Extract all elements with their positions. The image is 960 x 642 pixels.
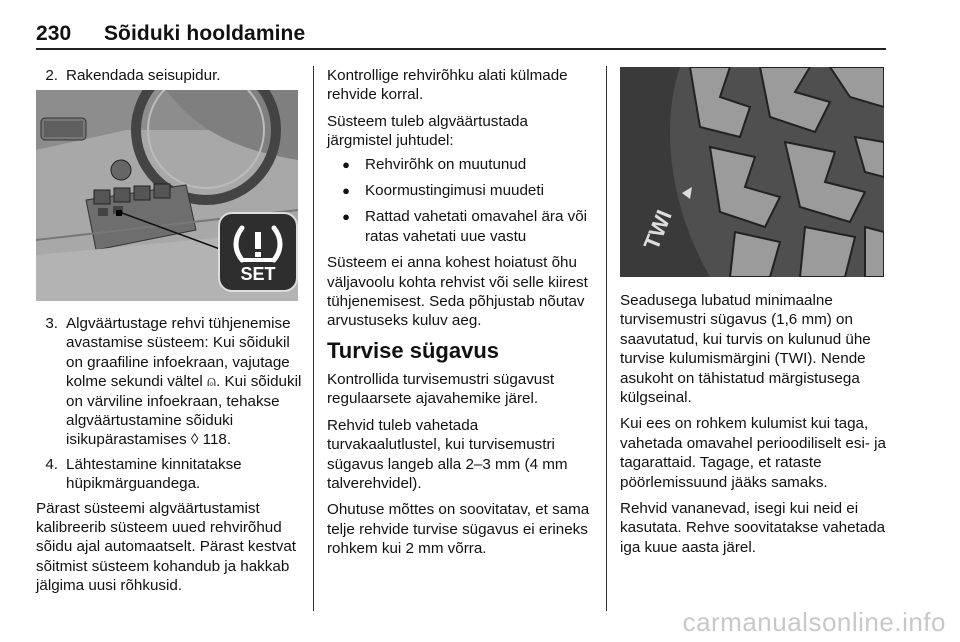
dashboard-illustration bbox=[36, 90, 298, 301]
section-heading: Turvise sügavus bbox=[327, 337, 499, 363]
column-divider-right bbox=[606, 66, 607, 611]
step-number: 2. bbox=[45, 67, 58, 84]
right-column bbox=[620, 291, 888, 564]
left-column-lower bbox=[36, 314, 302, 603]
paragraph-minimum-depth: Seadusega lubatud minimaalne turvisemustri sügavus (1,6 mm) on saavutatud, kui turvis on kulunud ühe turvise kulumismärgini (TWI). Nende asukoht on tähistatud märgistusega külgseinal. bbox=[620, 292, 871, 407]
paragraph-check-pressure: Kontrollige rehvirõhku alati külmade rehvide korral. bbox=[327, 67, 568, 104]
list-item-text: Rattad vahetati omavahel ära või ratas vahetati uue vastu bbox=[365, 208, 588, 245]
step-number: 4. bbox=[45, 455, 58, 473]
tire-pressure-warning-icon bbox=[220, 220, 296, 270]
middle-column bbox=[327, 66, 595, 566]
page-header bbox=[36, 22, 305, 46]
paragraph-calibration: Pärast süsteemi algväärtustamist kalibreerib süsteem uued rehvirõhud sõidu ajal automaatselt. Pärast kestvat sõitmist süsteem kohandub ja hakkab jälgima uusi rõhkusid. bbox=[36, 499, 297, 595]
list-item bbox=[327, 155, 595, 174]
set-label: SET bbox=[240, 264, 276, 284]
bullet-icon: ● bbox=[342, 156, 350, 172]
step-text: Lähtestamine kinnitatakse hüpikmärguandega. bbox=[66, 455, 242, 493]
list-item-text: Rehvirõhk on muutunud bbox=[365, 155, 527, 173]
paragraph-no-warning: Süsteem ei anna kohest hoiatust õhu väljavoolu kohta rehvist või selle kiirest tühjenemisest. Seda põhjustab nõutav arvustuseks kuluv aeg. bbox=[327, 254, 588, 330]
left-column bbox=[36, 66, 302, 85]
tire-tread-illustration bbox=[620, 67, 884, 277]
bullet-icon: ● bbox=[342, 183, 350, 199]
twi-marker-label: TWI bbox=[638, 206, 677, 254]
paragraph-same-axle: Ohutuse mõttes on soovitatav, et sama telje rehvide turvise sügavus ei erineks rohkem kui 2 mm võrra. bbox=[327, 501, 590, 558]
column-divider-left bbox=[313, 66, 314, 611]
list-item bbox=[327, 181, 595, 200]
step-2 bbox=[36, 66, 302, 85]
step-number: 3. bbox=[45, 315, 58, 332]
paragraph-replace-tires: Rehvid tuleb vahetada turvakaalutlustel, kui turvisemustri sügavus langeb alla 2–3 mm (4 mm talverehvidel). bbox=[327, 416, 568, 492]
step-4 bbox=[36, 455, 302, 494]
watermark: carmanualsonline.info bbox=[682, 607, 946, 637]
reset-conditions-list bbox=[327, 155, 595, 247]
step-text: Algväärtustage rehvi tühjenemise avastamise süsteem: Kui sõidukil on graafiline infoekraan, vajutage kolme sekundi vältel ⍝. Kui sõidukil on värviline infoekraan, tehakse algväärtustamine sõiduki isikupärastamises ◊ 118. bbox=[66, 315, 302, 449]
paragraph-reset-when: Süsteem tuleb algväärtustada järgmistel juhtudel: bbox=[327, 112, 528, 150]
paragraph-tire-aging: Rehvid vananevad, isegi kui neid ei kasutata. Rehve soovitatakse vahetada iga kuue aasta järel. bbox=[620, 500, 886, 556]
tpms-set-button bbox=[218, 212, 298, 292]
list-item-text: Koormustingimusi muudeti bbox=[365, 182, 544, 200]
paragraph-rotate-wheels: Kui ees on rohkem kulumist kui taga, vahetada omavahel perioodiliselt esi- ja tagarattaid. Tagage, et rataste pöörlemissuund jääks samaks. bbox=[620, 415, 886, 491]
step-text: Rakendada seisupidur. bbox=[66, 67, 221, 84]
step-3 bbox=[36, 314, 302, 450]
page-number: 230 bbox=[36, 22, 72, 45]
bullet-icon: ● bbox=[342, 209, 350, 225]
header-rule bbox=[36, 48, 886, 50]
page-title: Sõiduki hooldamine bbox=[103, 22, 306, 45]
paragraph-check-depth: Kontrollida turvisemustri sügavust regulaarsete ajavahemike järel. bbox=[327, 370, 555, 408]
list-item bbox=[327, 207, 595, 246]
